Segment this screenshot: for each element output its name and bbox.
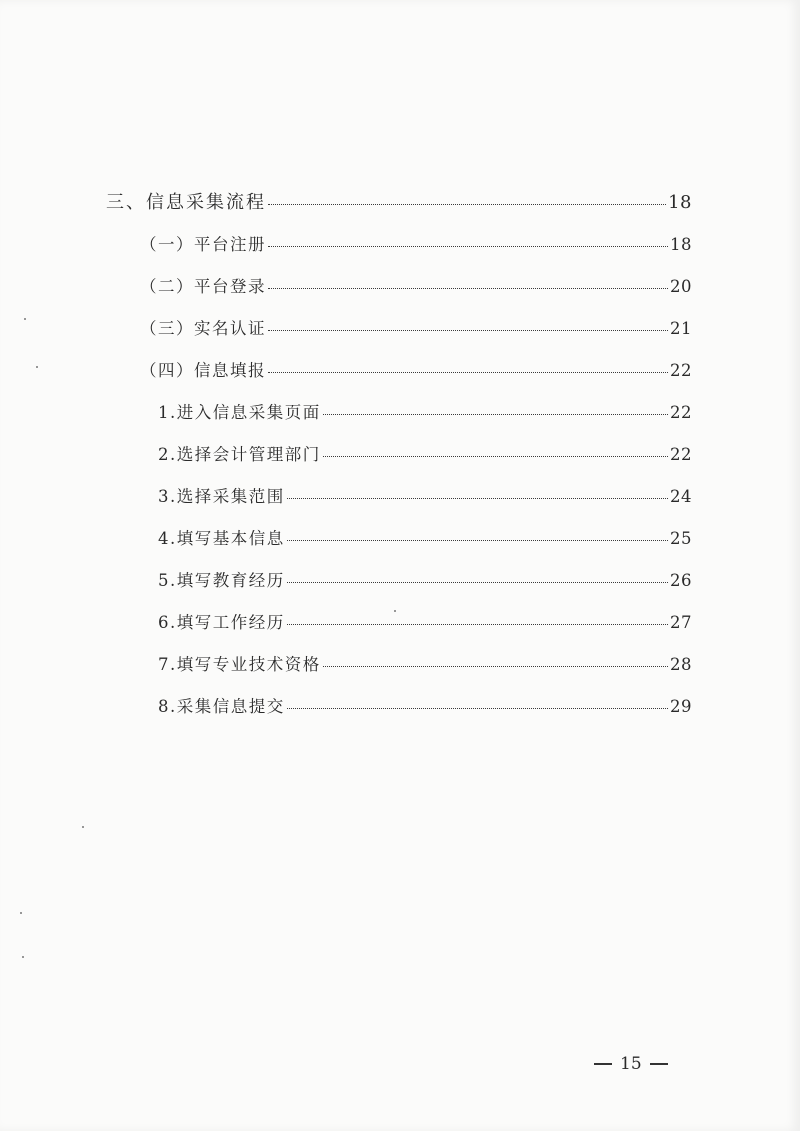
toc-entry-page: 25 [670, 529, 692, 548]
dot-leader [323, 414, 668, 415]
dot-leader [268, 204, 666, 205]
toc-entry-page: 28 [670, 655, 692, 674]
toc-entry-label: 4.填写基本信息 [158, 529, 285, 548]
toc-entry-label: 6.填写工作经历 [158, 613, 285, 632]
toc-entry-step-6 [158, 612, 692, 634]
toc-entry-platform-login [140, 276, 692, 298]
toc-entry-page: 22 [670, 445, 692, 464]
footer-dash-right [650, 1063, 668, 1065]
toc-entry-page: 18 [668, 192, 692, 213]
toc-entry-step-4 [158, 528, 692, 550]
toc-entry-section-3 [106, 192, 692, 214]
toc-entry-page: 26 [670, 571, 692, 590]
toc-entry-step-5 [158, 570, 692, 592]
dot-leader [268, 372, 668, 373]
toc-entry-label: 3.选择采集范围 [158, 487, 285, 506]
footer-page-number: 15 [620, 1054, 642, 1074]
toc-entry-label: 8.采集信息提交 [158, 697, 285, 716]
scan-speck [22, 956, 24, 958]
toc-entry-page: 24 [670, 487, 692, 506]
scan-speck [394, 610, 396, 612]
dot-leader [287, 624, 668, 625]
toc-entry-label: （二）平台登录 [140, 277, 266, 296]
toc-entry-page: 22 [670, 403, 692, 422]
footer-dash-left [594, 1063, 612, 1065]
toc-entry-label: （四）信息填报 [140, 361, 266, 380]
toc-entry-page: 27 [670, 613, 692, 632]
dot-leader [268, 288, 668, 289]
scan-speck [20, 912, 22, 914]
dot-leader [287, 582, 668, 583]
toc-entry-page: 22 [670, 361, 692, 380]
scan-speck [24, 318, 26, 320]
toc-entry-label: 5.填写教育经历 [158, 571, 285, 590]
toc-entry-page: 20 [670, 277, 692, 296]
toc-entry-platform-registration [140, 234, 692, 256]
scan-speck [36, 366, 38, 368]
toc-entry-label: 三、信息采集流程 [106, 192, 266, 213]
dot-leader [323, 456, 668, 457]
toc-entry-step-1 [158, 402, 692, 424]
toc-entry-page: 29 [670, 697, 692, 716]
toc-entry-label: （三）实名认证 [140, 319, 266, 338]
toc-entry-page: 18 [670, 235, 692, 254]
dot-leader [268, 330, 668, 331]
dot-leader [287, 540, 668, 541]
page-footer [594, 1054, 668, 1074]
toc-entry-identity-verification [140, 318, 692, 340]
toc-entry-info-filing [140, 360, 692, 382]
toc-entry-page: 21 [670, 319, 692, 338]
dot-leader [323, 666, 668, 667]
dot-leader [287, 708, 668, 709]
toc-entry-step-2 [158, 444, 692, 466]
toc-entry-label: 1.进入信息采集页面 [158, 403, 321, 422]
toc-entry-step-8 [158, 696, 692, 718]
toc-entry-step-7 [158, 654, 692, 676]
dot-leader [268, 246, 668, 247]
toc-entry-step-3 [158, 486, 692, 508]
scan-speck [82, 826, 84, 828]
toc-entry-label: （一）平台注册 [140, 235, 266, 254]
toc-entry-label: 2.选择会计管理部门 [158, 445, 321, 464]
toc-entry-label: 7.填写专业技术资格 [158, 655, 321, 674]
dot-leader [287, 498, 668, 499]
